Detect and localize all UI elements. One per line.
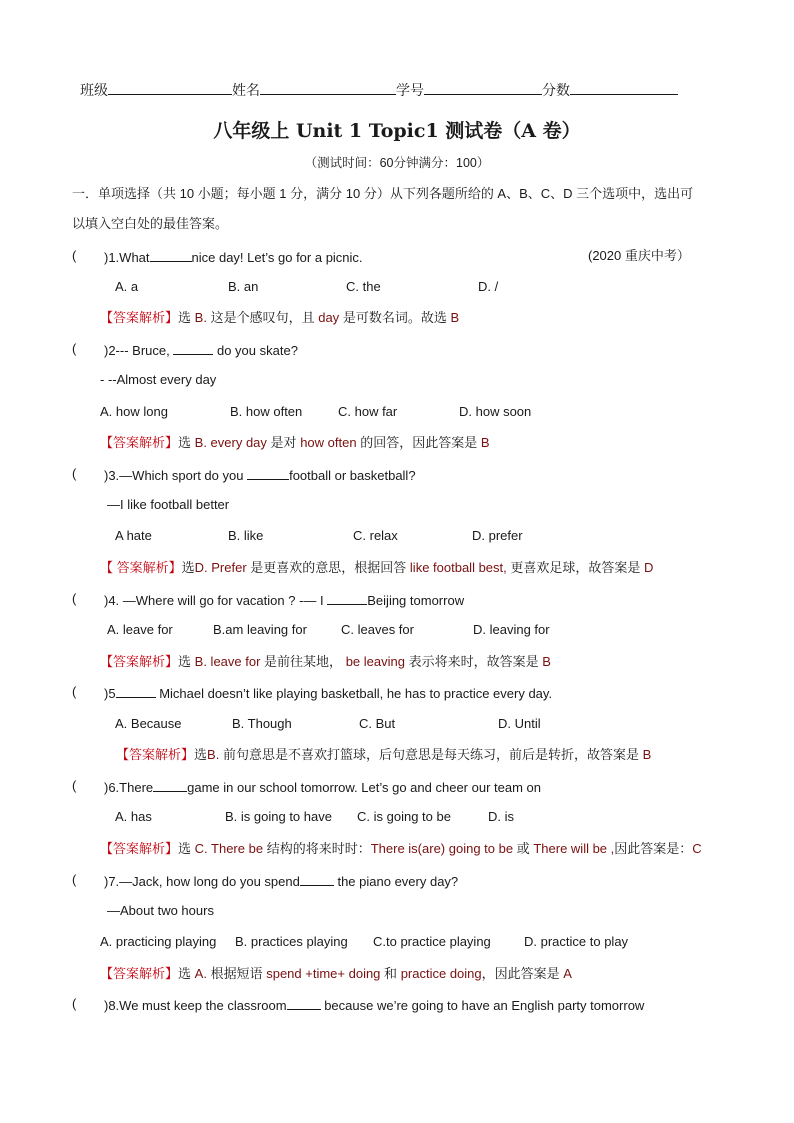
page-title: 八年级上 Unit 1 Topic1 测试卷（A 卷） <box>213 120 581 142</box>
q3-answer: 【 答案解析】选D. Prefer 是更喜欢的意思，根据回答 like football best, 更喜欢足球，故答案是 D <box>100 560 654 575</box>
section-heading-line2: 以填入空白处的最佳答案。 <box>72 216 229 231</box>
q1-blank <box>150 248 192 262</box>
q6-option-a[interactable]: A. has <box>115 809 152 824</box>
name-field[interactable] <box>260 81 396 95</box>
q7-paren: ( <box>72 872 77 887</box>
q1-source: (2020 重庆中考） <box>588 248 690 263</box>
q3-reply: —I like football better <box>107 497 230 512</box>
q5-option-b[interactable]: B. Though <box>232 716 292 731</box>
q6-blank <box>153 778 187 792</box>
q4-option-a[interactable]: A. leave for <box>107 622 173 637</box>
q7-blank <box>300 872 334 886</box>
q2-option-a[interactable]: A. how long <box>100 404 168 419</box>
q6-option-d[interactable]: D. is <box>488 809 514 824</box>
q2-option-c[interactable]: C. how far <box>338 404 398 419</box>
q3-option-d[interactable]: D. prefer <box>472 528 523 543</box>
q4-paren: ( <box>72 591 77 606</box>
q1-option-a[interactable]: A. a <box>115 279 139 294</box>
q4-blank <box>327 591 367 605</box>
q5-answer: 【答案解析】选B. 前句意思是不喜欢打篮球，后句意思是每天练习，前后是转折，故答案是 B <box>116 747 652 762</box>
q3-paren: ( <box>72 466 77 481</box>
q5-paren: ( <box>72 684 77 699</box>
q2-option-d[interactable]: D. how soon <box>459 404 532 419</box>
q7-option-c[interactable]: C.to practice playing <box>373 934 491 949</box>
q1-stem: )1.What nice day! Let’s go for a picnic. <box>104 250 363 265</box>
q7-option-d[interactable]: D. practice to play <box>524 934 629 949</box>
q8-blank <box>287 996 321 1010</box>
q2-reply: - --Almost every day <box>100 372 217 387</box>
q8-paren: ( <box>72 996 77 1011</box>
id-field[interactable] <box>424 81 542 95</box>
q3-option-c[interactable]: C. relax <box>353 528 398 543</box>
page-subtitle: （测试时间：60分钟满分：100） <box>304 156 490 170</box>
q7-option-b[interactable]: B. practices playing <box>235 934 348 949</box>
q3-stem: )3.—Which sport do you football or basketball? <box>104 468 416 483</box>
q2-answer: 【答案解析】选 B. every day 是对 how often 的回答，因此答案是 B <box>100 435 490 450</box>
id-label: 学号 <box>396 82 424 98</box>
q2-paren: ( <box>72 341 77 356</box>
q1-answer: 【答案解析】选 B. 这是个感叹句，且 day 是可数名词。故选 B <box>100 310 460 325</box>
q7-stem: )7.—Jack, how long do you spend the piano every day? <box>104 874 459 889</box>
q7-option-a[interactable]: A. practicing playing <box>100 934 217 949</box>
q2-stem: )2--- Bruce, do you skate? <box>104 343 298 358</box>
q5-option-a[interactable]: A. Because <box>115 716 182 731</box>
q3-blank <box>247 466 289 480</box>
q1-option-b[interactable]: B. an <box>228 279 259 294</box>
q7-reply: —About two hours <box>107 903 214 918</box>
q6-option-c[interactable]: C. is going to be <box>357 809 451 824</box>
q8-stem: )8.We must keep the classroom because we’re going to have an English party tomorrow <box>104 998 645 1013</box>
section-heading-line1: 一．单项选择（共 10 小题；每小题 1 分，满分 10 分）从下列各题所给的 A、B、C、D 三个选项中，选出可 <box>72 186 694 201</box>
class-field[interactable] <box>108 81 232 95</box>
q4-option-b[interactable]: B.am leaving for <box>213 622 307 637</box>
q3-option-b[interactable]: B. like <box>228 528 264 543</box>
q6-paren: ( <box>72 778 77 793</box>
q1-paren: ( <box>72 248 77 263</box>
q6-option-b[interactable]: B. is going to have <box>225 809 332 824</box>
q6-answer: 【答案解析】选 C. There be 结构的将来时时：There is(are) going to be 或 There will be ,因此答案是：C <box>100 841 702 856</box>
q4-option-c[interactable]: C. leaves for <box>341 622 414 637</box>
q1-option-d[interactable]: D. / <box>478 279 499 294</box>
q2-blank <box>173 341 213 355</box>
score-field[interactable] <box>570 81 678 95</box>
q3-option-a[interactable]: A hate <box>115 528 152 543</box>
q4-stem: )4. —Where will go for vacation ? -— I Beijing tomorrow <box>104 593 465 608</box>
name-label: 姓名 <box>232 82 260 98</box>
score-label: 分数 <box>542 82 570 98</box>
q2-option-b[interactable]: B. how often <box>230 404 303 419</box>
class-label: 班级 <box>80 82 108 98</box>
q5-stem: )5 Michael doesn’t like playing basketball, he has to practice every day. <box>104 686 553 701</box>
q7-answer: 【答案解析】选 A. 根据短语 spend +time+ doing 和 practice doing，因此答案是 A <box>100 966 572 981</box>
q5-option-d[interactable]: D. Until <box>498 716 541 731</box>
q1-option-c[interactable]: C. the <box>346 279 381 294</box>
student-info-row <box>80 81 678 98</box>
q4-answer: 【答案解析】选 B. leave for 是前往某地， be leaving 表示将来时，故答案是 B <box>100 654 551 669</box>
q5-blank <box>116 684 156 698</box>
q6-stem: )6.There game in our school tomorrow. Let’s go and cheer our team on <box>104 780 541 795</box>
q5-option-c[interactable]: C. But <box>359 716 396 731</box>
q4-option-d[interactable]: D. leaving for <box>473 622 550 637</box>
